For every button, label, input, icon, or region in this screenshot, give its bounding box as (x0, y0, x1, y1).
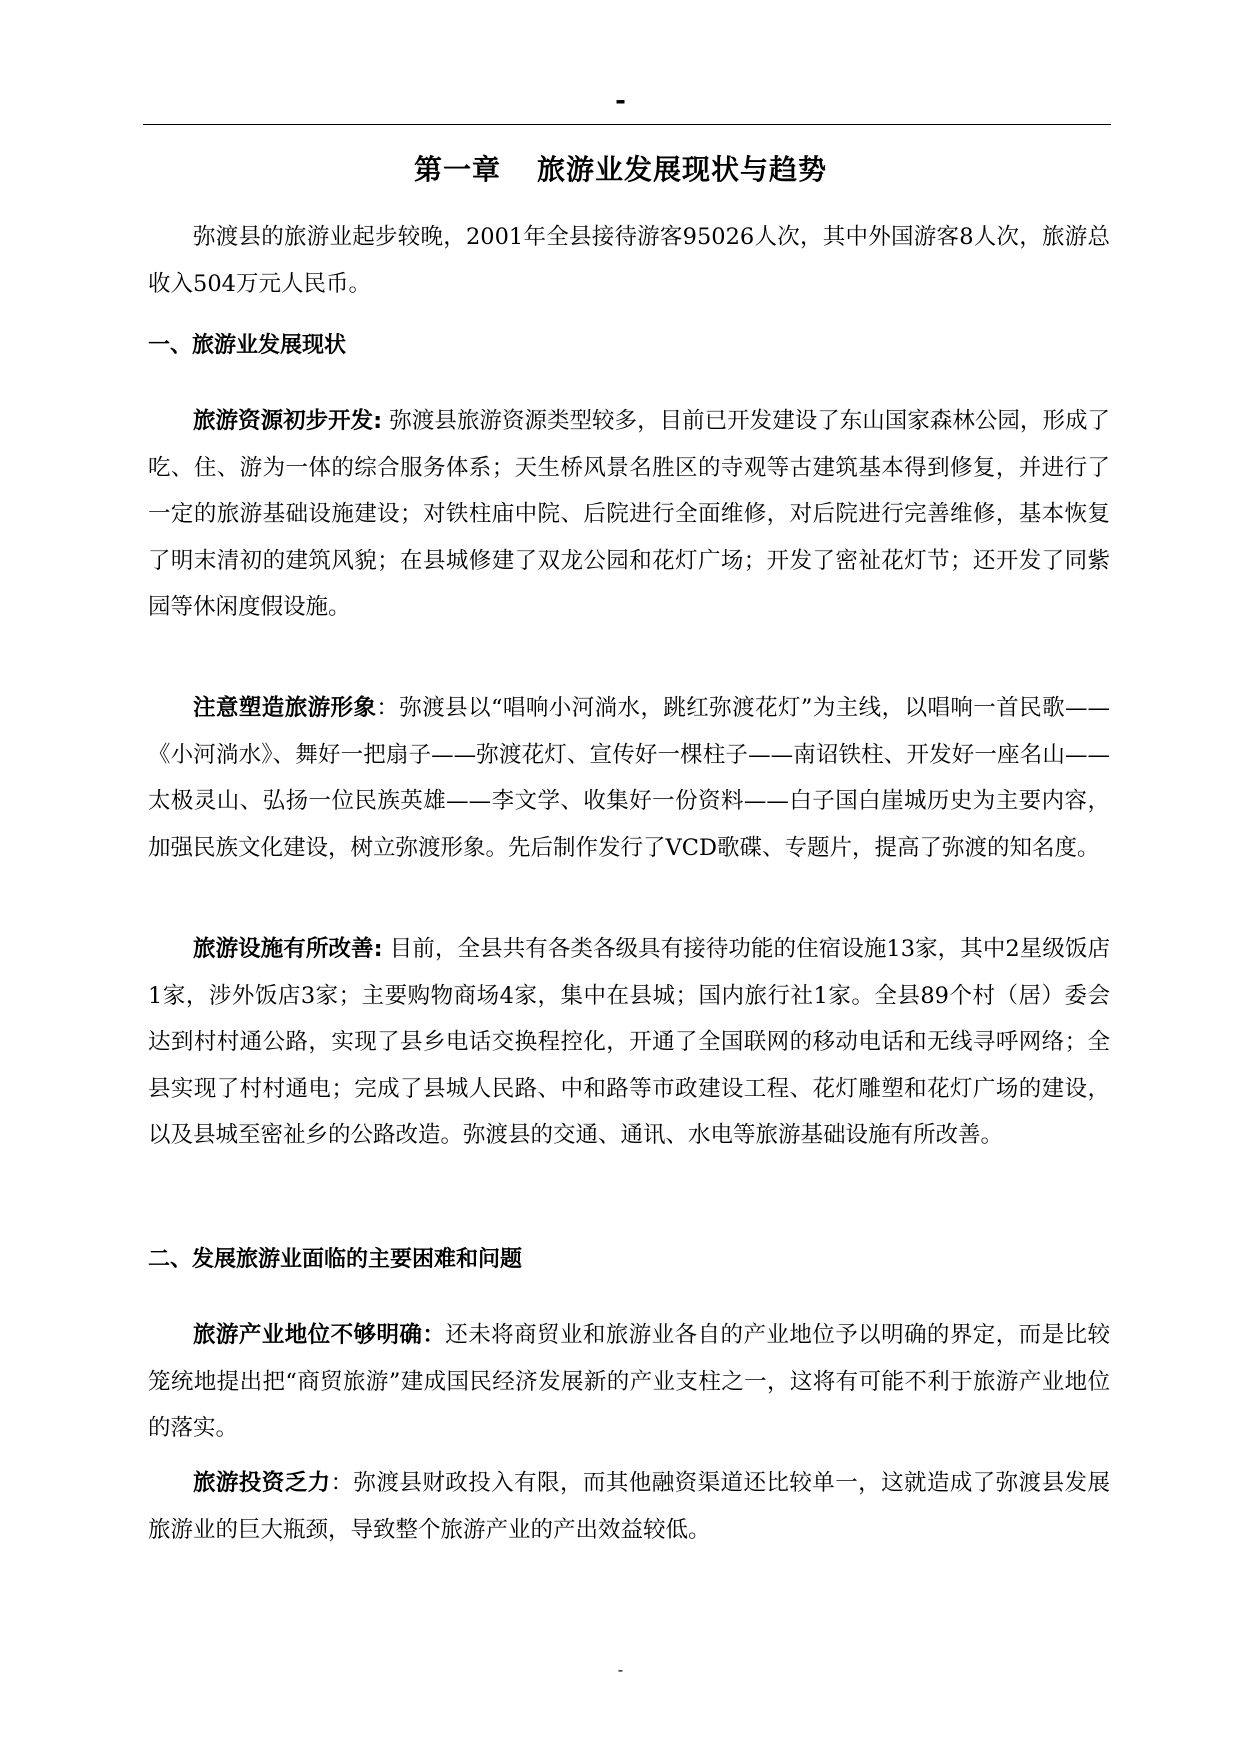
intro-paragraph: 弥渡县的旅游业起步较晚，2001年全县接待游客95026人次，其中外国游客8人次，旅游总收入504万元人民币。 (148, 224, 1110, 297)
header-rule (143, 124, 1111, 125)
paragraph-resources (148, 398, 1110, 631)
paragraph-body: 还未将商贸业和旅游业各自的产业地位予以明确的界定，而是比较笼统地提出把“商贸旅游”建成国民经济发展新的产业支柱之一，这将有可能不利于旅游产业地位的落实。 (148, 1322, 1110, 1441)
paragraph-lead: 旅游设施有所改善: (193, 936, 383, 962)
paragraph-body: ：弥渡县财政投入有限，而其他融资渠道还比较单一，这就造成了弥渡县发展旅游业的巨大瓶颈，导致整个旅游产业的产出效益较低。 (148, 1470, 1110, 1543)
paragraph-body: ：弥渡县以“唱响小河淌水，跳红弥渡花灯”为主线，以唱响一首民歌——《小河淌水》、舞好一把扇子——弥渡花灯、宣传好一棵柱子——南诏铁柱、开发好一座名山——太极灵山、弘扬一位民族英雄——李文学、收集好一份资料——白子国白崖城历史为主要内容，加强民族文化建设，树立弥渡形象。先后制作发行了VCD歌碟、专题片，提高了弥渡的知名度。 (148, 695, 1110, 861)
paragraph-lead: 注意塑造旅游形象 (193, 695, 377, 721)
paragraph-lead: 旅游产业地位不够明确： (193, 1322, 446, 1348)
paragraph-image (148, 685, 1110, 871)
chapter-label: 第一章 (413, 153, 501, 186)
header-mark: - (615, 86, 626, 116)
section-heading-2: 二、发展旅游业面临的主要困难和问题 (148, 1247, 523, 1272)
chapter-name: 旅游业发展现状与趋势 (537, 153, 828, 186)
chapter-title (0, 150, 1241, 190)
footer-mark: - (617, 1660, 624, 1679)
paragraph-lead: 旅游投资乏力 (193, 1470, 331, 1496)
paragraph-investment (148, 1460, 1110, 1553)
paragraph-body: 弥渡县旅游资源类型较多，目前已开发建设了东山国家森林公园，形成了吃、住、游为一体的综合服务体系；天生桥风景名胜区的寺观等古建筑基本得到修复，并进行了一定的旅游基础设施建设；对铁柱庙中院、后院进行全面维修，对后院进行完善维修，基本恢复了明末清初的建筑风貌；在县城修建了双龙公园和花灯广场；开发了密祉花灯节；还开发了同紫园等休闲度假设施。 (148, 408, 1111, 620)
paragraph-lead: 旅游资源初步开发: (193, 408, 383, 434)
paragraph-industry-status (148, 1312, 1110, 1452)
section-heading-1: 一、旅游业发展现状 (148, 333, 347, 358)
paragraph-body: 目前，全县共有各类各级具有接待功能的住宿设施13家，其中2星级饭店1家，涉外饭店3家；主要购物商场4家，集中在县城；国内旅行社1家。全县89个村（居）委会达到村村通公路，实现了县乡电话交换程控化，开通了全国联网的移动电话和无线寻呼网络；全县实现了村村通电；完成了县城人民路、中和路等市政建设工程、花灯雕塑和花灯广场的建设，以及县城至密祉乡的公路改造。弥渡县的交通、通讯、水电等旅游基础设施有所改善。 (148, 936, 1110, 1148)
paragraph-facilities (148, 926, 1110, 1159)
